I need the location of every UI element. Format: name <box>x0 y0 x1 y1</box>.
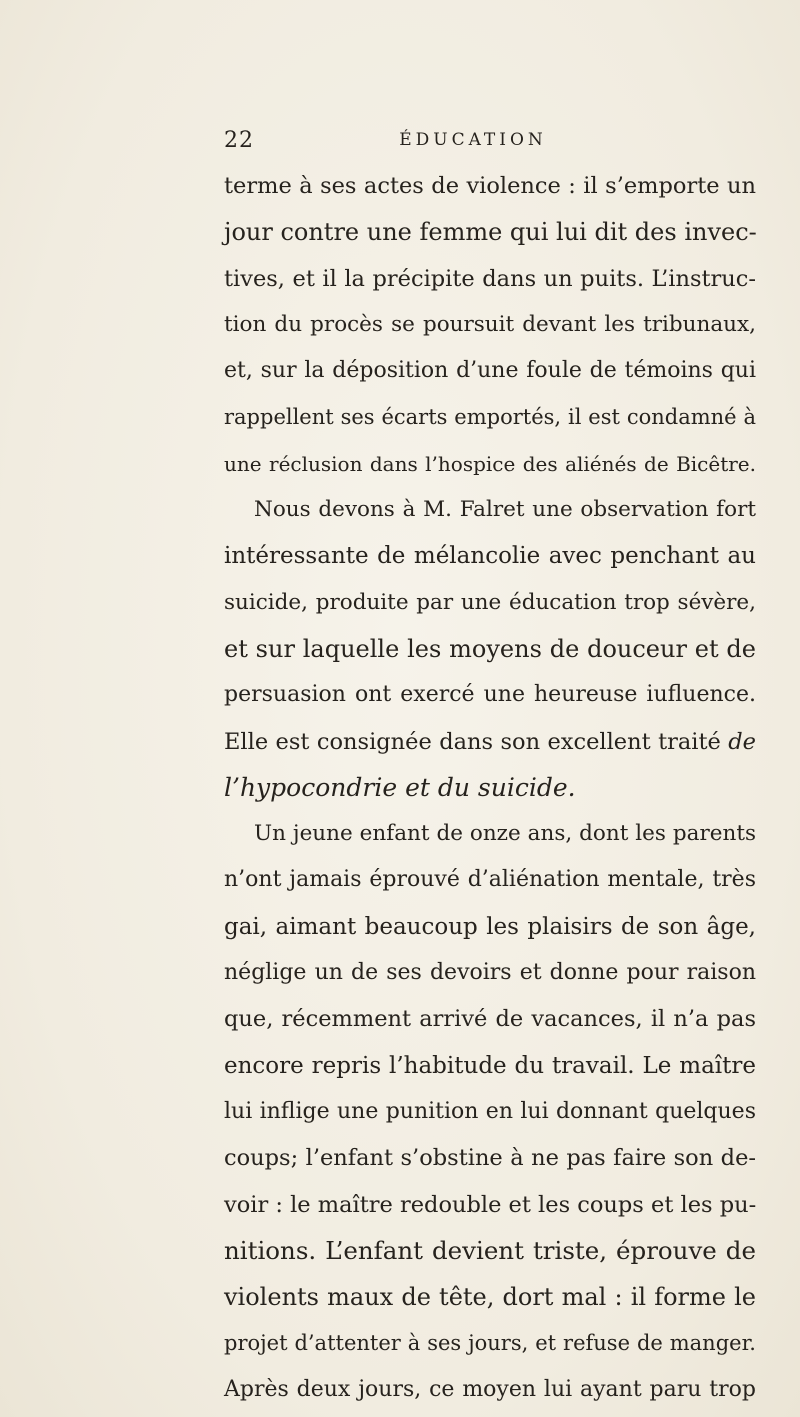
text-line: lui inflige une punition en lui donnant quelques <box>224 1098 756 1124</box>
text-line: violents maux de tête, dort mal : il forme le <box>224 1283 756 1312</box>
page-number: 22 <box>224 128 254 153</box>
text-line: terme à ses actes de violence : il s’emporte un <box>224 173 756 199</box>
text-line: et, sur la déposition d’une foule de témoins qui <box>224 358 756 384</box>
italic-title-line <box>224 765 756 811</box>
text-line: encore repris l’habitude du travail. Le maître <box>224 1052 756 1079</box>
running-head: ÉDUCATION <box>399 130 547 150</box>
text-line: une réclusion dans l’hospice des aliénés de Bicêtre. <box>224 451 756 476</box>
body-text <box>224 163 756 1413</box>
book-title: l’hypocondrie et du suicide. <box>224 772 576 802</box>
text-line: voir : le maître redouble et les coups et les pu- <box>224 1191 757 1218</box>
text-line: et sur laquelle les moyens de douceur et de <box>224 634 756 663</box>
text-line: gai, aimant beaucoup les plaisirs de son âge, <box>224 913 756 940</box>
text-line: Après deux jours, ce moyen lui ayant paru trop <box>224 1376 756 1402</box>
text-line: nitions. L’enfant devient triste, éprouve de <box>224 1235 756 1265</box>
paragraph-start-line: Un jeune enfant de onze ans, dont les parents <box>254 821 756 847</box>
paragraph-start-line: Nous devons à M. Falret une observation fort <box>254 497 756 523</box>
text-line: n’ont jamais éprouvé d’aliénation mentale, très <box>224 867 756 893</box>
text-line-with-italic <box>224 719 756 765</box>
text-line: persuasion ont exercé une heureuse iufluence. <box>224 682 756 708</box>
text-line: projet d’attenter à ses jours, et refuse de manger. <box>224 1331 756 1356</box>
text-line: suicide, produite par une éducation trop sévère, <box>224 589 756 615</box>
text-line: que, récemment arrivé de vacances, il n’a pas <box>224 1006 756 1033</box>
text-line: tion du procès se poursuit devant les tribunaux, <box>224 311 756 337</box>
text-line: intéressante de mélancolie avec penchant au <box>224 543 756 570</box>
text-line: néglige un de ses devoirs et donne pour raison <box>224 960 756 986</box>
text-line: tives, et il la précipite dans un puits. L’instruc- <box>224 265 756 292</box>
text-segment: Elle est consignée dans son excellent traité <box>224 728 721 755</box>
text-line: coups; l’enfant s’obstine à ne pas faire son de- <box>224 1145 756 1172</box>
text-line: rappellent ses écarts emportés, il est condamné à <box>224 405 756 430</box>
text-line: jour contre une femme qui lui dit des invec- <box>224 218 757 247</box>
italic-word: de <box>728 728 756 755</box>
page-header <box>224 128 800 162</box>
